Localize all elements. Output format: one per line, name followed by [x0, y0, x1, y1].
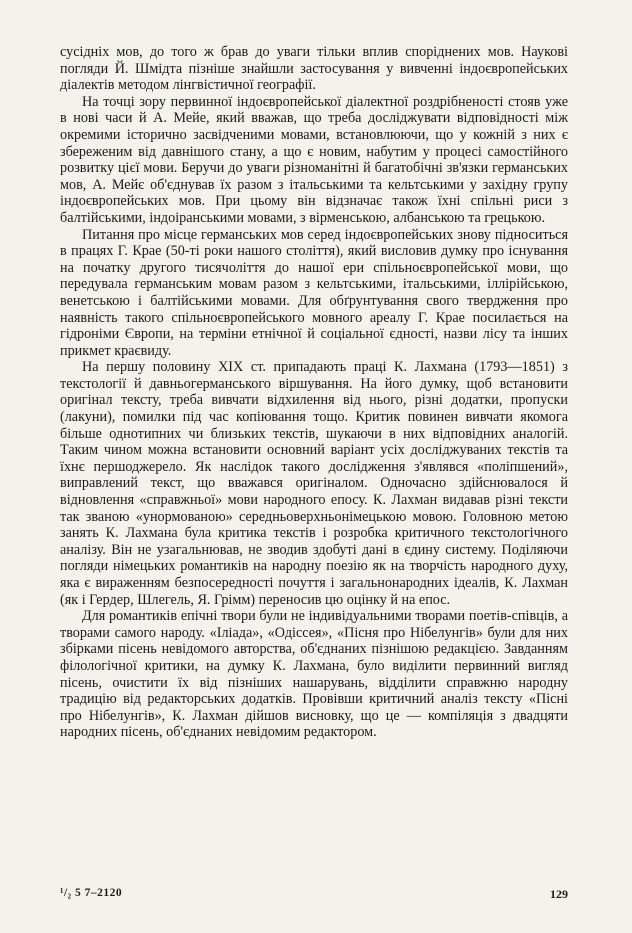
body-text [60, 44, 568, 741]
page-number: 129 [550, 887, 568, 901]
paragraph-2: На точці зору первинної індоєвропейської діалектної роздрібненості стояв уже в нові часи й А. Мейе, який вважав, що треба досліджувати відповідності між окремими історично засвідченими мовами, встановлюючи, що у кожній з них є збереженим від давнішого стану, а що є новим, набутим у процесі самостійного розвитку цієї мови. Беручи до уваги різноманітні й багатобічні зв'язки германських мов, А. Мейє об'єднував їх разом з італьськими та кельтськими у західну групу індоєвропейських мов. При цьому він відзначає також їхні спільні риси з балтійськими, індоіранськими мовами, з вірменською, албанською та грецькою. [60, 93, 568, 226]
paragraph-1: сусідніх мов, до того ж брав до уваги тільки вплив споріднених мов. Наукові погляди Й. Шмідта пізніше знайшли застосування у вивченні індоєвропейських діалектів методом лінгвістичної географії. [60, 44, 568, 94]
printer-signature: ¹/₂ 5 7–2120 [60, 887, 123, 899]
paragraph-4: На першу половину XIX ст. припадають праці К. Лахмана (1793—1851) з текстології й давньогерманського віршування. На його думку, щоб встановити оригінал тексту, треба вивчати відхилення від нього, різні додатки, пропуски (лакуни), помилки під час копіювання тощо. Критик повинен вивчати якомога більше однотипних чи близьких текстів, шукаючи в них відповідних аналогій. Таким чином можна встановити основний варіант усіх досліджуваних текстів та їхнє першоджерело. Як наслідок такого дослідження з'являвся «поліпшений», виправлений текст, що вважався оригіналом. Одночасно здійснювалося й відновлення «справжньої» мови народного епосу. К. Лахман видавав різні тексти так званою «унормованою» середньоверхньонімецькою мовою. Головною метою занять К. Лахмана була критика текстів і розробка критичного текстологічного аналізу. Він не узагальнював, не зводив здобуті дані в єдину систему. Поділяючи погляди німецьких романтиків на народну поезію як на творчість народного духу, яка є вираженням безпосередності почуття і загальнонародних ідеалів, К. Лахман (як і Гердер, Шлегель, Я. Грімм) переносив цю оцінку й на епос. [60, 359, 568, 608]
paragraph-3: Питання про місце германських мов серед індоєвропейських знову підноситься в працях Г. Крае (50-ті роки нашого століття), який висловив думку про існування на початку другого тисячоліття до нашої ери спільноєвропейської мови, що передувала германським мовам разом з кельтськими, італьськими, іллірійською, венетською і балтійськими мовами. Для обґрунтування свого твердження про наявність такого спільноєвропейського мовного ареалу Г. Крае посилається на гідроніми Європи, на терміни етнічної й соціальної єдності, назви лісу та інших прикмет краєвиду. [60, 226, 568, 359]
paragraph-5: Для романтиків епічні твори були не індивідуальними творами поетів-співців, а творами самого народу. «Іліада», «Одіссея», «Пісня про Нібелунгів» були для них збірками пісень невідомого авторства, об'єднаних пізнішою редакцією. Завданням філологічної критики, на думку К. Лахмана, було виділити первинний вигляд пісень, очистити їх від пізніших нашарувань, відділити справжню народну традицію від редакторських додатків. Провівши критичний аналіз тексту «Пісні про Нібелунгів», К. Лахман дійшов висновку, що це — компіляція з двадцяти народних пісень, об'єднаних невідомим редактором. [60, 608, 568, 741]
